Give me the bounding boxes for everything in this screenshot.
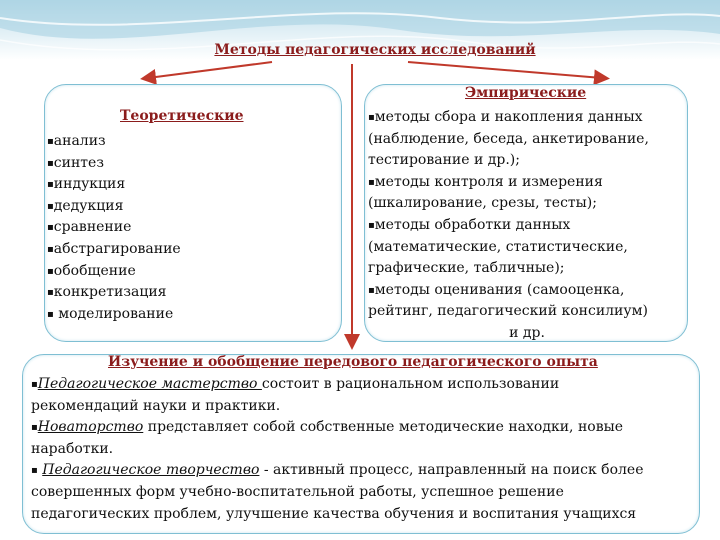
empirical-line: рейтинг, педагогический консилиум) <box>368 303 648 320</box>
bullet-icon: ▪ <box>47 243 54 255</box>
list-item: ▪ моделирование <box>47 305 174 322</box>
empirical-text <box>368 107 686 345</box>
empirical-line: ▪методы оценивания (самооценка, <box>368 281 625 298</box>
page-title: Методы педагогических исследований <box>214 42 536 58</box>
list-item: ▪синтез <box>47 154 104 171</box>
bullet-icon: ▪ <box>31 465 38 477</box>
empirical-line: и др. <box>509 324 545 341</box>
bullet-icon: ▪ <box>47 265 54 277</box>
empirical-line: (шкалирование, срезы, тесты); <box>368 195 597 212</box>
bullet-icon: ▪ <box>47 157 54 169</box>
empirical-line: ▪методы обработки данных <box>368 216 571 233</box>
list-item: ▪сравнение <box>47 219 132 236</box>
term-mastery: Педагогическое мастерство <box>37 376 262 392</box>
list-item: ▪конкретизация <box>47 284 167 301</box>
study-line: педагогических проблем, улучшение качества обучения и воспитания учащихся <box>31 505 637 522</box>
theoretical-list <box>47 131 181 325</box>
list-item: ▪дедукция <box>47 197 124 214</box>
bullet-icon: ▪ <box>47 136 54 147</box>
bullet-icon: ▪ <box>31 422 38 434</box>
list-item: ▪анализ <box>47 133 106 149</box>
study-line: ▪Новаторство представляет собой собственные методические находки, новые <box>31 419 624 436</box>
bullet-icon: ▪ <box>368 112 375 123</box>
study-text <box>31 374 695 525</box>
bullet-icon: ▪ <box>368 176 375 188</box>
list-item: ▪индукция <box>47 176 126 193</box>
term-creativity: Педагогическое творчество <box>42 462 260 479</box>
bullet-icon: ▪ <box>47 200 54 212</box>
empirical-line: тестирование и др.); <box>368 152 520 169</box>
bullet-icon: ▪ <box>368 284 375 296</box>
study-heading: Изучение и обобщение передового педагогического опыта <box>108 354 598 370</box>
empirical-line: графические, табличные); <box>368 260 565 277</box>
decorative-wave <box>0 0 720 70</box>
empirical-line: (наблюдение, беседа, анкетирование, <box>368 130 649 147</box>
study-line: ▪Педагогическое мастерство состоит в рациональном использовании <box>31 376 560 392</box>
bullet-icon: ▪ <box>31 379 38 390</box>
bullet-icon: ▪ <box>47 308 54 320</box>
empirical-heading: Эмпирические <box>465 85 587 101</box>
term-innovation: Новаторство <box>37 419 144 436</box>
list-item: ▪абстрагирование <box>47 240 181 257</box>
empirical-line: ▪методы сбора и накопления данных <box>368 109 643 125</box>
theoretical-heading: Теоретические <box>120 108 244 124</box>
study-line: наработки. <box>31 440 114 457</box>
bullet-icon: ▪ <box>368 219 375 231</box>
study-line: ▪ Педагогическое творчество - активный процесс, направленный на поиск более <box>31 462 644 479</box>
list-item: ▪обобщение <box>47 262 136 279</box>
bullet-icon: ▪ <box>47 287 54 299</box>
study-line: рекомендаций науки и практики. <box>31 397 281 414</box>
empirical-line: (математические, статистические, <box>368 238 628 255</box>
bullet-icon: ▪ <box>47 179 54 191</box>
bullet-icon: ▪ <box>47 222 54 234</box>
empirical-line: ▪методы контроля и измерения <box>368 173 603 190</box>
study-line: совершенных форм учебно-воспитательной работы, успешное решение <box>31 483 564 500</box>
